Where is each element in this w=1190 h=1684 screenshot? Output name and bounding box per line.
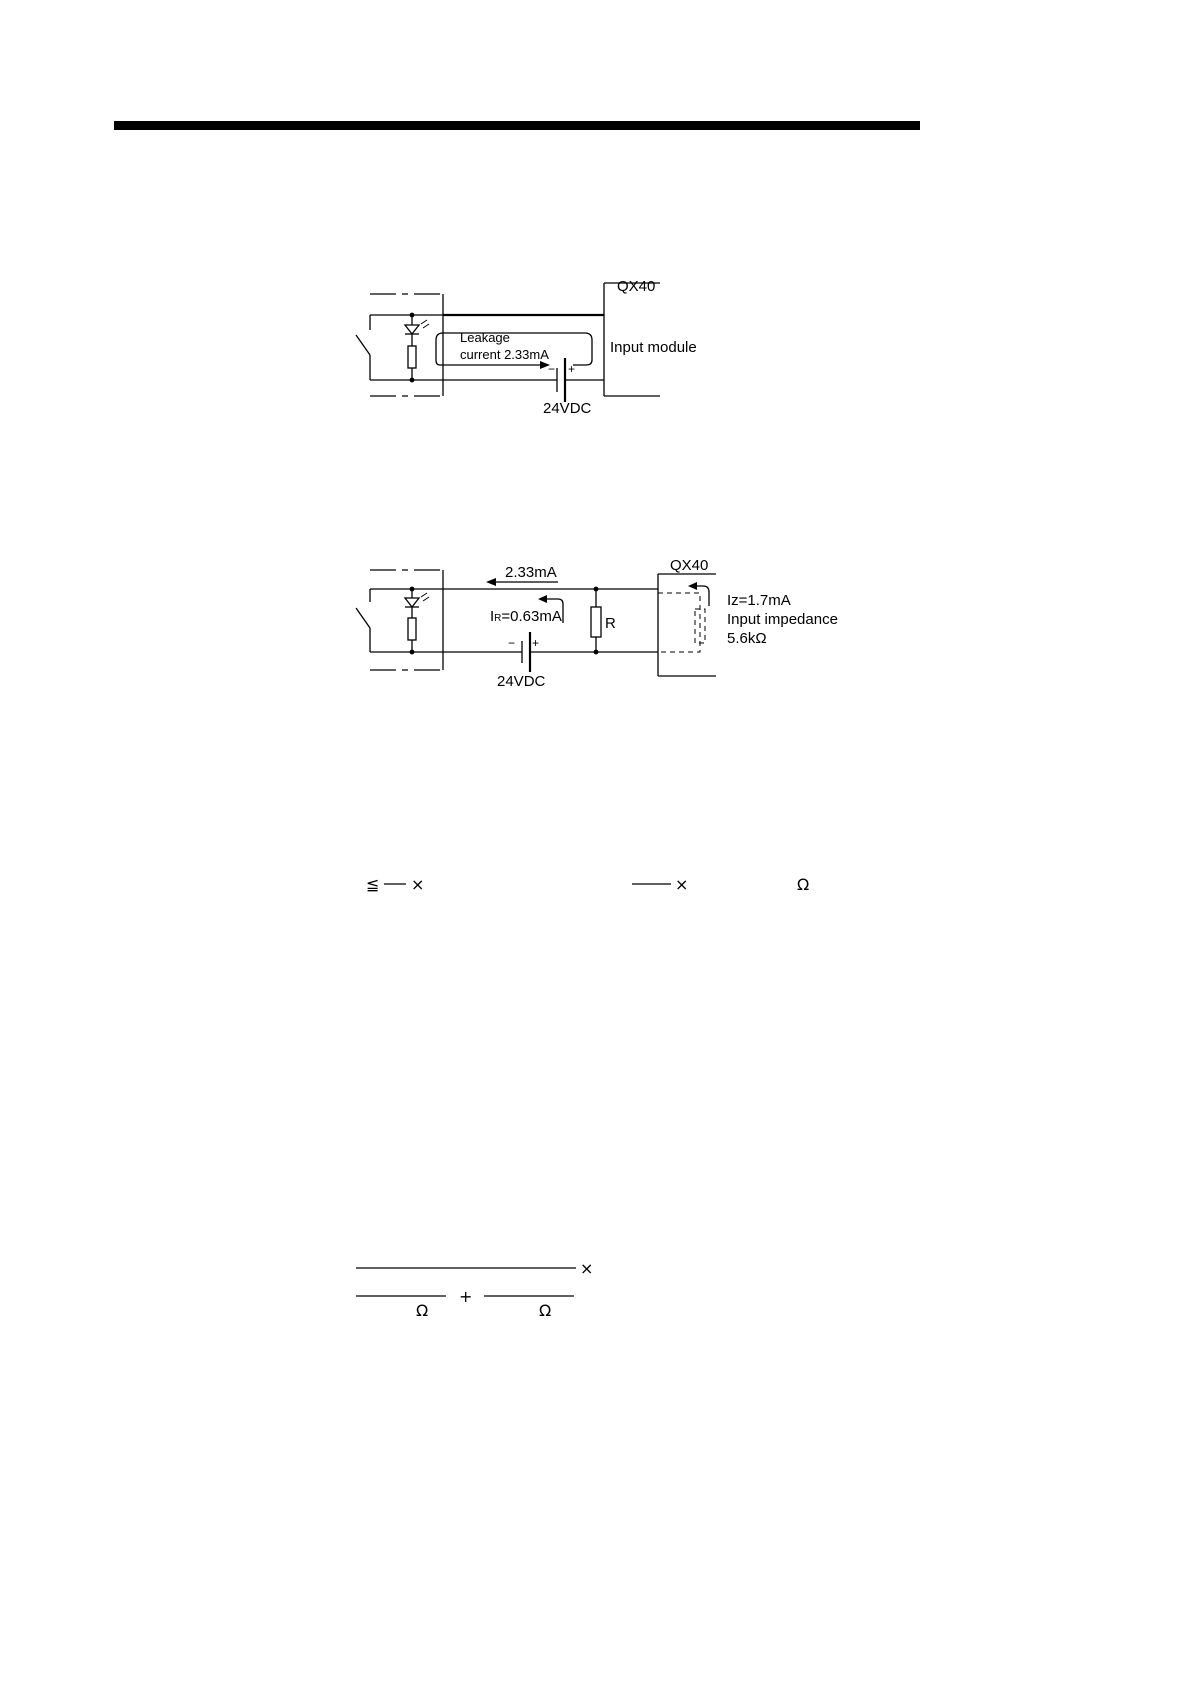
minus-sign: − [508, 636, 516, 650]
total-current-label: 2.33mA [505, 564, 557, 581]
sensor-box [370, 294, 443, 396]
times-symbol: × [411, 875, 425, 894]
junction-dot [410, 650, 415, 655]
led-icon [405, 315, 429, 346]
sensor-box [370, 570, 443, 670]
leq-symbol: ≦ [366, 875, 380, 894]
resistor-icon [408, 346, 416, 368]
ohm-symbol: Ω [416, 1301, 429, 1320]
led-icon [405, 589, 429, 618]
battery-icon [522, 632, 530, 672]
plus-sign: + [532, 636, 540, 650]
resistor-r-icon [591, 607, 601, 637]
leakage-label-line2: current 2.33mA [460, 347, 549, 362]
ir-label: IR=0.63mA [490, 608, 562, 625]
leakage-label-line1: Leakage [460, 330, 510, 345]
resistor-label: R [605, 615, 616, 632]
internal-impedance-path [658, 593, 700, 652]
arrow-head-icon [688, 582, 697, 590]
iz-current-arrow [696, 586, 709, 606]
supply-label: 24VDC [543, 400, 592, 417]
battery-icon [557, 358, 565, 402]
arrow-head-icon [538, 595, 547, 603]
module-label: Input module [610, 339, 697, 356]
ohm-symbol: Ω [797, 875, 810, 894]
arrow-head-icon [486, 578, 496, 586]
junction-dot [410, 313, 415, 318]
minus-sign: − [548, 362, 556, 376]
times-symbol: × [580, 1259, 594, 1278]
module-name: QX40 [670, 557, 709, 574]
switch-blade [356, 335, 370, 355]
impedance-label: Input impedance [727, 611, 838, 628]
module-name: QX40 [617, 278, 656, 295]
plus-sign: + [568, 362, 576, 376]
header-rule [114, 121, 920, 130]
ohm-symbol: Ω [539, 1301, 552, 1320]
supply-label: 24VDC [497, 673, 546, 690]
plus-symbol: + [459, 1287, 473, 1306]
junction-dot [410, 587, 415, 592]
module-box [658, 574, 716, 676]
switch-blade [356, 608, 370, 628]
resistor-icon [408, 618, 416, 640]
junction-dot [410, 378, 415, 383]
times-symbol: × [675, 875, 689, 894]
impedance-value: 5.6kΩ [727, 630, 767, 647]
iz-label: Iz=1.7mA [727, 592, 791, 609]
